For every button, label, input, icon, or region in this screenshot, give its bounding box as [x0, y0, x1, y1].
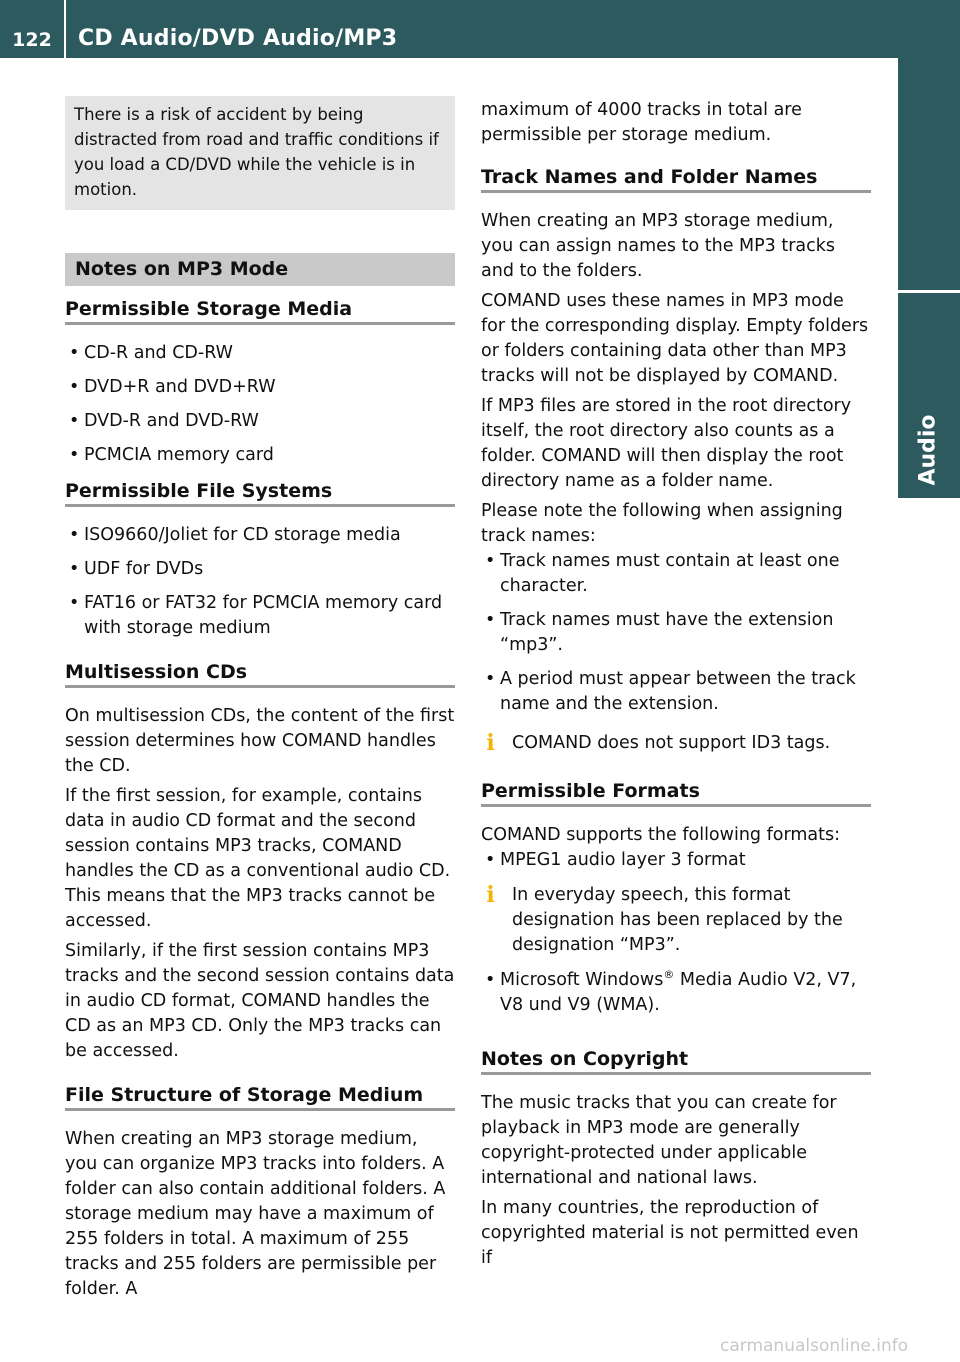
- paragraph: When creating an MP3 storage medium, you can assign names to the MP3 tracks and to the folders.: [481, 211, 836, 281]
- section-title: Notes on MP3 Mode: [65, 253, 455, 286]
- list-item: • FAT16 or FAT32 for PCMCIA memory card with storage medium: [65, 591, 455, 641]
- heading-file-systems: Permissible File Systems: [65, 480, 455, 507]
- heading-storage-media: Permissible Storage Media: [65, 298, 455, 325]
- paragraph: In many countries, the reproduction of copyrighted material is not permitted even if: [481, 1198, 859, 1268]
- info-icon: i: [486, 882, 495, 908]
- paragraph: Please note the following when assigning track names:: [481, 501, 843, 546]
- side-tab-divider: [898, 290, 960, 293]
- header-divider: [64, 0, 66, 58]
- paragraph: COMAND uses these names in MP3 mode for the corresponding display. Empty folders or folders containing data other than MP3 tracks will not be displayed by COMAND.: [481, 291, 869, 386]
- paragraph: If MP3 files are stored in the root directory itself, the root directory also counts as a folder. COMAND will then display the root directory name as a folder name.: [481, 396, 852, 491]
- list-item: • UDF for DVDs: [65, 557, 455, 582]
- paragraph: The music tracks that you can create for playback in MP3 mode are generally copyright-protected under applicable international and national laws.: [481, 1093, 837, 1188]
- paragraph: If the first session, for example, contains data in audio CD format and the second session contains MP3 tracks, COMAND handles the CD as a conventional audio CD. This means that the MP3 tracks cannot be accessed.: [65, 786, 451, 931]
- track-name-rules: [481, 549, 871, 717]
- registered-mark: ®: [663, 968, 675, 982]
- heading-formats: Permissible Formats: [481, 780, 871, 807]
- page-number: 122: [12, 29, 52, 51]
- paragraph: On multisession CDs, the content of the first session determines how COMAND handles the CD.: [65, 706, 455, 776]
- list-item: • Track names must have the extension “mp3”.: [481, 608, 871, 658]
- info-icon: i: [486, 730, 495, 756]
- list-item: [481, 968, 871, 1018]
- chapter-title: CD Audio/DVD Audio/MP3: [78, 26, 398, 51]
- list-item-text: Media Audio V2, V7, V8 und V9 (WMA).: [500, 970, 857, 1015]
- list-item: • MPEG1 audio layer 3 format: [481, 848, 871, 873]
- paragraph: COMAND supports the following formats:: [481, 825, 840, 845]
- list-item: • ISO9660/Joliet for CD storage media: [65, 523, 455, 548]
- list-item: • Track names must contain at least one character.: [481, 549, 871, 599]
- list-item: • DVD-R and DVD-RW: [65, 409, 455, 434]
- storage-media-list: [65, 341, 455, 468]
- side-tab-label: Audio: [915, 414, 941, 486]
- paragraph: maximum of 4000 tracks in total are permissible per storage medium.: [481, 100, 802, 145]
- list-item-text: Microsoft Windows: [500, 970, 664, 990]
- info-text: In everyday speech, this format designation has been replaced by the designation “MP3”.: [512, 885, 843, 955]
- heading-file-structure: File Structure of Storage Medium: [65, 1084, 455, 1111]
- list-item: • A period must appear between the track name and the extension.: [481, 667, 871, 717]
- page-header: [0, 0, 960, 58]
- watermark: carmanualsonline.info: [720, 1336, 909, 1356]
- info-note: [481, 883, 871, 958]
- heading-multisession: Multisession CDs: [65, 661, 455, 688]
- heading-track-names: Track Names and Folder Names: [481, 166, 871, 193]
- heading-copyright: Notes on Copyright: [481, 1048, 871, 1075]
- left-column: [65, 96, 455, 1307]
- file-systems-list: [65, 523, 455, 641]
- info-text: COMAND does not support ID3 tags.: [512, 733, 831, 753]
- paragraph: When creating an MP3 storage medium, you can organize MP3 tracks into folders. A folder can also contain additional folders. A storage medium may have a maximum of 255 folders in total. A maximum of 255 tracks and 255 folders are permissible per folder. A: [65, 1129, 446, 1299]
- right-column: [481, 98, 871, 1276]
- warning-box: There is a risk of accident by being distracted from road and traffic conditions if you load a CD/DVD while the vehicle is in motion.: [65, 96, 455, 210]
- list-item: • CD-R and CD-RW: [65, 341, 455, 366]
- paragraph: Similarly, if the first session contains MP3 tracks and the second session contains data in audio CD format, COMAND handles the CD as an MP3 CD. Only the MP3 tracks can be accessed.: [65, 941, 455, 1061]
- list-item: • PCMCIA memory card: [65, 443, 455, 468]
- info-note: [481, 731, 871, 756]
- list-item: • DVD+R and DVD+RW: [65, 375, 455, 400]
